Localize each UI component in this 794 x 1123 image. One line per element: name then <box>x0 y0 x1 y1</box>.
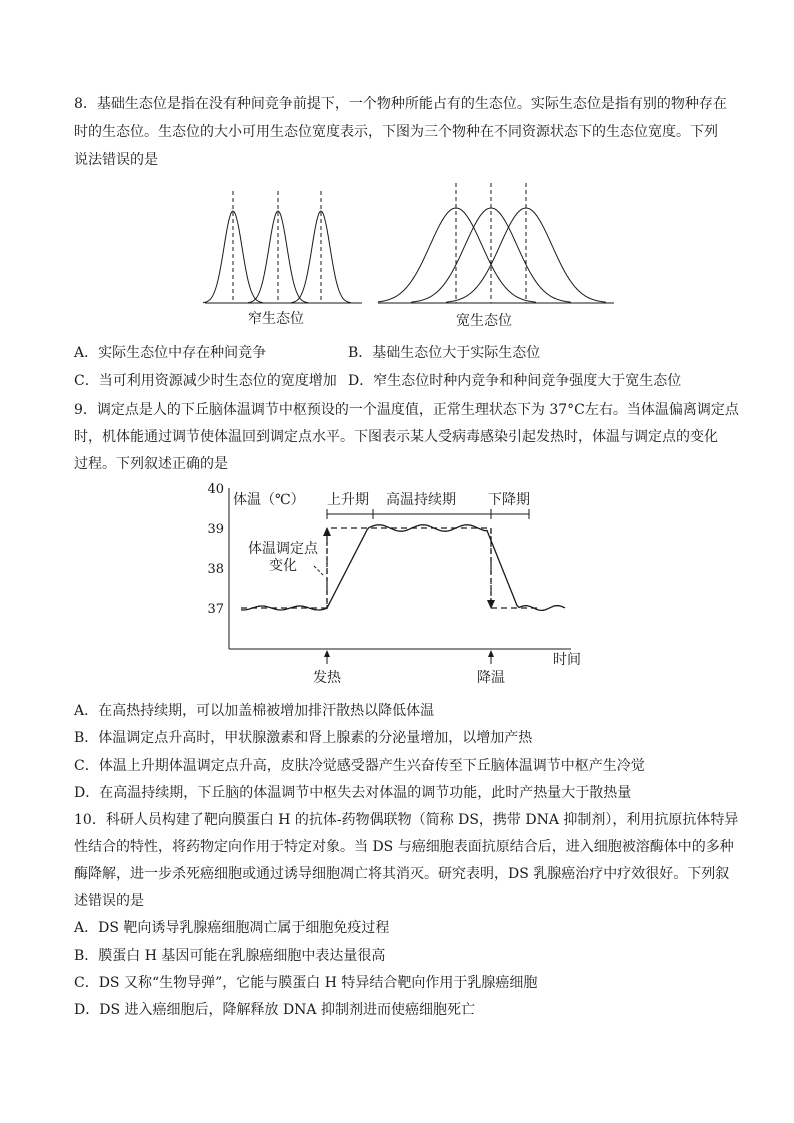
wide-curve-1 <box>378 208 536 302</box>
q10-stem-line-1: 10．科研人员构建了靶向膜蛋白 H 的抗体-药物偶联物（简称 DS，携带 DNA 抑制剂），利用抗原抗体特异 <box>74 812 739 828</box>
q9-option-b: B．体温调定点升高时，甲状腺激素和肾上腺素的分泌量增加，以增加产热 <box>74 730 533 746</box>
y-tick-37: 37 <box>207 602 224 617</box>
setpoint-annotation-line-1: 体温调定点 <box>248 541 318 557</box>
fever-arrow-head <box>324 650 330 657</box>
q10-option-c: C．DS 又称“生物导弹”，它能与膜蛋白 H 特异结合靶向作用于乳腺癌细胞 <box>74 975 538 991</box>
wide-niche-label: 宽生态位 <box>456 313 512 329</box>
narrow-niche-panel <box>203 191 362 303</box>
q10-option-a: A．DS 靶向诱导乳腺癌细胞凋亡属于细胞免疫过程 <box>74 920 390 936</box>
niche-width-figure <box>196 183 616 333</box>
fever-chart <box>196 478 596 690</box>
setpoint-annotation-pointer <box>314 566 324 576</box>
y-tick-39: 39 <box>207 522 224 537</box>
cooling-label: 降温 <box>477 670 505 686</box>
q10-stem-line-2: 性结合的特性，将药物定向作用于特定对象。当 DS 与癌细胞表面抗原结合后，进入细胞被溶酶体中的多种 <box>74 839 734 855</box>
phase-plateau-label: 高温持续期 <box>386 492 456 508</box>
q8-option-c: C．当可利用资源减少时生态位的宽度增加 <box>74 373 337 389</box>
phase-bracket <box>327 509 529 519</box>
q9-stem-line-3: 过程。下列叙述正确的是 <box>74 456 228 472</box>
setpoint-annotation-line-2: 变化 <box>269 558 297 574</box>
cooling-arrow-head <box>488 650 494 657</box>
y-axis-label: 体温（℃） <box>233 492 305 508</box>
q9-stem-line-2: 时，机体能通过调节使体温回到调定点水平。下图表示某人受病毒感染引起发热时，体温与调定点的变化 <box>74 429 718 445</box>
y-tick-38: 38 <box>207 562 224 577</box>
y-tick-40: 40 <box>207 482 224 497</box>
fever-label: 发热 <box>313 670 341 686</box>
q9-option-c: C．体温上升期体温调定点升高，皮肤冷觉感受器产生兴奋传至下丘脑体温调节中枢产生冷觉 <box>74 758 645 774</box>
q8-option-b: B．基础生态位大于实际生态位 <box>348 345 541 361</box>
q10-option-b: B．膜蛋白 H 基因可能在乳腺癌细胞中表达量很高 <box>74 948 386 964</box>
narrow-niche-label: 窄生态位 <box>248 311 304 327</box>
x-axis-label: 时间 <box>553 652 581 668</box>
q8-option-d: D．窄生态位时种内竞争和种间竞争强度大于宽生态位 <box>348 373 682 389</box>
q10-stem-line-3: 酶降解，进一步杀死癌细胞或通过诱导细胞凋亡将其消灭。研究表明，DS 乳腺癌治疗中疗效很好。下列叙 <box>74 866 730 882</box>
q9-option-a: A．在高热持续期，可以加盖棉被增加排汗散热以降低体温 <box>74 703 435 719</box>
phase-rise-label: 上升期 <box>327 492 369 508</box>
q8-stem-line-1: 8．基础生态位是指在没有种间竞争前提下，一个物种所能占有的生态位。实际生态位是指有别的物种存在 <box>74 96 727 112</box>
q10-option-d: D．DS 进入癌细胞后，降解释放 DNA 抑制剂进而使癌细胞死亡 <box>74 1002 475 1018</box>
q8-stem-line-3: 说法错误的是 <box>74 152 158 168</box>
q9-option-d: D．在高温持续期，下丘脑的体温调节中枢失去对体温的调节功能，此时产热量大于散热量 <box>74 785 632 801</box>
wide-niche-panel <box>378 183 614 303</box>
setpoint-up-arrow-head <box>323 527 331 536</box>
q10-stem-line-4: 述错误的是 <box>74 893 144 909</box>
q8-option-a: A．实际生态位中存在种间竞争 <box>74 345 267 361</box>
q8-stem-line-2: 时的生态位。生态位的大小可用生态位宽度表示，下图为三个物种在不同资源状态下的生态位宽度。下列 <box>74 124 718 140</box>
phase-fall-label: 下降期 <box>488 492 530 508</box>
q9-stem-line-1: 9．调定点是人的下丘脑体温调节中枢预设的一个温度值，正常生理状态下为 37°C左右。当体温偏离调定点 <box>74 402 739 418</box>
